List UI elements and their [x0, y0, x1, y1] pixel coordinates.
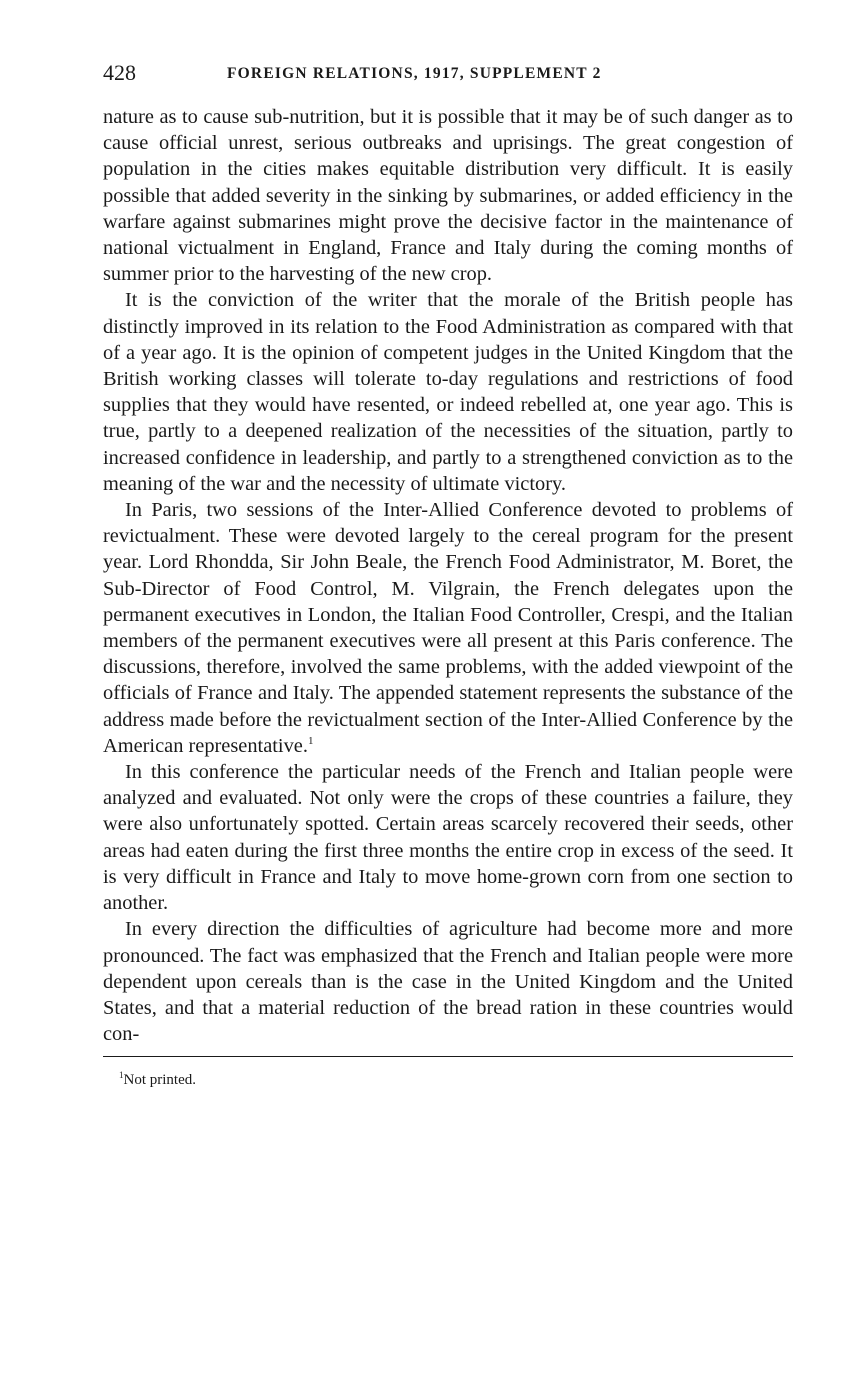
footnote — [119, 1070, 793, 1090]
paragraph-1: nature as to cause sub-nutrition, but it is possible that it may be of such danger as to cause official unrest, serious outbreaks and uprisings. The great congestion of population in the cities makes equitable distribution very difficult. It is easily possible that added severity in the sinking by submarines, or added efficiency in the warfare against submarines might prove the decisive factor in the maintenance of national victualment in England, France and Italy during the coming months of summer prior to the harvesting of the new crop. — [103, 106, 793, 286]
paragraph-3-text: In Paris, two sessions of the Inter-Allied Conference devoted to problems of revictualment. These were devoted largely to the cereal program for the present year. Lord Rhondda, Sir John Beale, the French Food Administrator, M. Boret, the Sub-Director of Food Control, M. Vilgrain, the French delegates upon the permanent executives in London, the Italian Food Controller, Crespi, and the Italian members of the permanent executives were all present at this Paris conference. The discussions, therefore, involved the same problems, with the added viewpoint of the officials of France and Italy. The appended statement represents the substance of the address made before the revictualment section of the Inter-Allied Conference by the American representative. — [103, 499, 793, 757]
running-header — [103, 58, 793, 88]
body-text — [103, 104, 793, 1047]
paragraph-5: In every direction the difficulties of agriculture had become more and more pronounced. The fact was emphasized that the French and Italian people were more dependent upon cereals than is the case in the United Kingdom and the United States, and that a material reduction of the bread ration in these countries would con- — [103, 918, 793, 1046]
footnote-divider — [103, 1056, 793, 1057]
document-page — [103, 58, 793, 1090]
page-number: 428 — [103, 60, 136, 85]
running-title: FOREIGN RELATIONS, 1917, SUPPLEMENT 2 — [227, 65, 602, 82]
paragraph-4: In this conference the particular needs of the French and Italian people were analyzed and evaluated. Not only were the crops of these countries a failure, they were also unfortunately spotted. Certain areas scarcely recovered their seeds, other areas had eaten during the first three months the entire crop in excess of the seed. It is very difficult in France and Italy to move home-grown corn from one section to another. — [103, 761, 793, 915]
paragraph-2: It is the conviction of the writer that the morale of the British people has distinctly improved in its relation to the Food Administration as compared with that of a year ago. It is the opinion of competent judges in the United Kingdom that the British working classes will tolerate to-day regulations and restrictions of food supplies that they would have resented, or indeed rebelled at, one year ago. This is true, partly to a deepened realization of the necessities of the situation, partly to increased confidence in leadership, and partly to a strengthened conviction as to the meaning of the war and the necessity of ultimate victory. — [103, 289, 793, 495]
footnote-text: Not printed. — [123, 1072, 196, 1089]
footnote-marker: 1 — [119, 1070, 124, 1081]
footnote-reference: 1 — [307, 734, 314, 747]
paragraph-3 — [103, 497, 793, 759]
